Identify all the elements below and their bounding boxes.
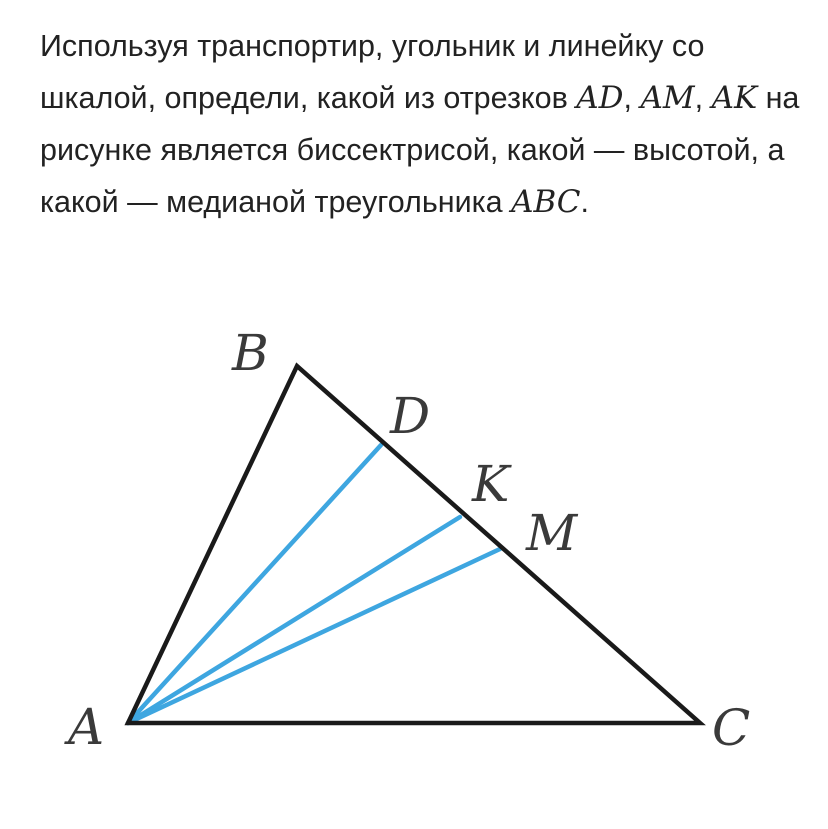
point-label-a: A: [68, 698, 105, 756]
segment-ad-label: AD: [576, 80, 624, 116]
segment-am-label: AM: [640, 80, 695, 116]
separator-1: ,: [623, 81, 641, 115]
task-text-part-1: Используя транспортир, угольник и линейку со шкалой, определи, какой из отрезков: [40, 29, 705, 115]
triangle-name: ABC: [511, 184, 581, 220]
point-label-c: C: [712, 699, 751, 757]
point-label-b: B: [232, 324, 269, 382]
separator-2: ,: [694, 81, 712, 115]
task-text-part-2: на рисунке является биссектрисой, какой — высотой, а какой — медианой треугольника: [40, 81, 800, 219]
point-label-d: D: [390, 387, 431, 445]
task-text-end: .: [580, 185, 590, 219]
point-label-k: K: [472, 455, 510, 513]
point-label-m: M: [526, 504, 578, 562]
segment-ad: [128, 445, 381, 723]
segment-am: [128, 549, 500, 723]
segment-ak-label: AK: [711, 80, 758, 116]
